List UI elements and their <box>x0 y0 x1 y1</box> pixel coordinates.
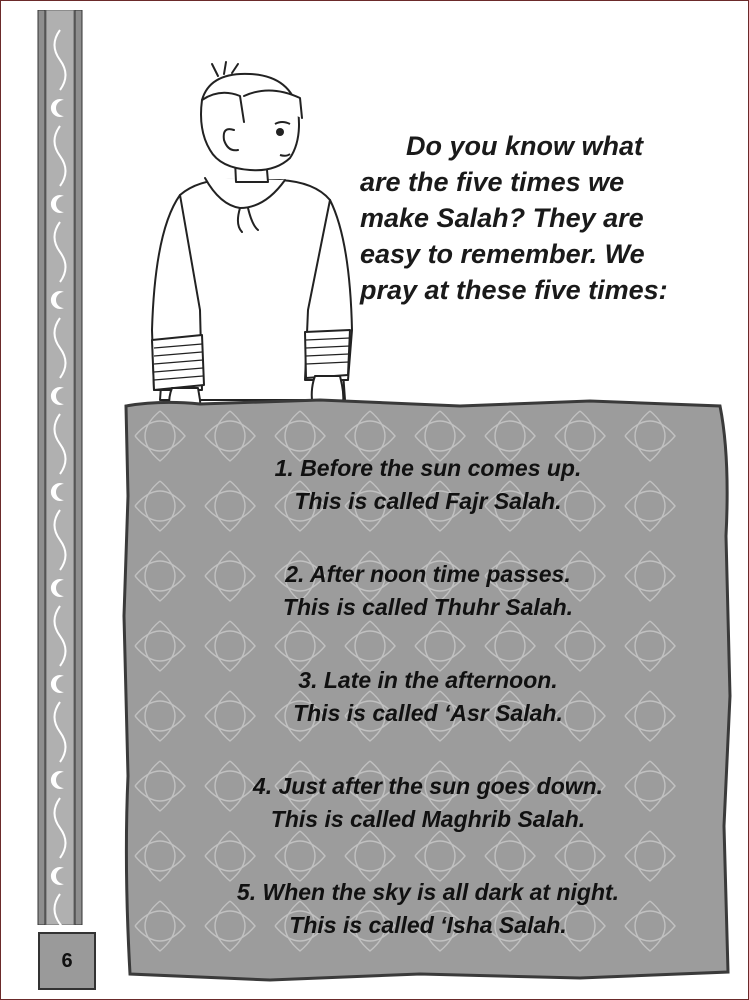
crescent-scroll-border-icon <box>37 10 83 925</box>
prayer-time-item <box>120 876 736 942</box>
intro-text <box>360 128 720 308</box>
page-number-box <box>38 932 96 990</box>
prayer-time-when: 5. When the sky is all dark at night. <box>236 879 620 905</box>
prayer-time-when: 2. After noon time passes. <box>285 561 571 587</box>
prayer-time-when: 1. Before the sun comes up. <box>274 455 582 481</box>
page-number: 6 <box>61 949 73 972</box>
prayer-time-when: 4. Just after the sun goes down. <box>252 773 604 799</box>
prayer-times-list <box>120 452 736 982</box>
prayer-time-item <box>120 664 736 730</box>
intro-line: are the five times we <box>360 167 625 197</box>
prayer-time-item <box>120 452 736 518</box>
prayer-time-name: This is called ‘Asr Salah. <box>293 700 563 726</box>
prayer-time-item <box>120 770 736 836</box>
intro-line: easy to remember. We <box>360 239 645 269</box>
prayer-time-when: 3. Late in the afternoon. <box>298 667 558 693</box>
prayer-time-name: This is called Fajr Salah. <box>294 488 562 514</box>
intro-line: Do you know what <box>406 131 644 161</box>
intro-line: make Salah? They are <box>360 203 644 233</box>
prayer-time-name: This is called Thuhr Salah. <box>282 594 574 620</box>
prayer-time-item <box>120 558 736 624</box>
prayer-time-name: This is called Maghrib Salah. <box>270 806 586 832</box>
prayer-time-name: This is called ‘Isha Salah. <box>289 912 567 938</box>
intro-line: pray at these five times: <box>360 275 668 305</box>
boy-illustration-icon <box>140 60 370 440</box>
